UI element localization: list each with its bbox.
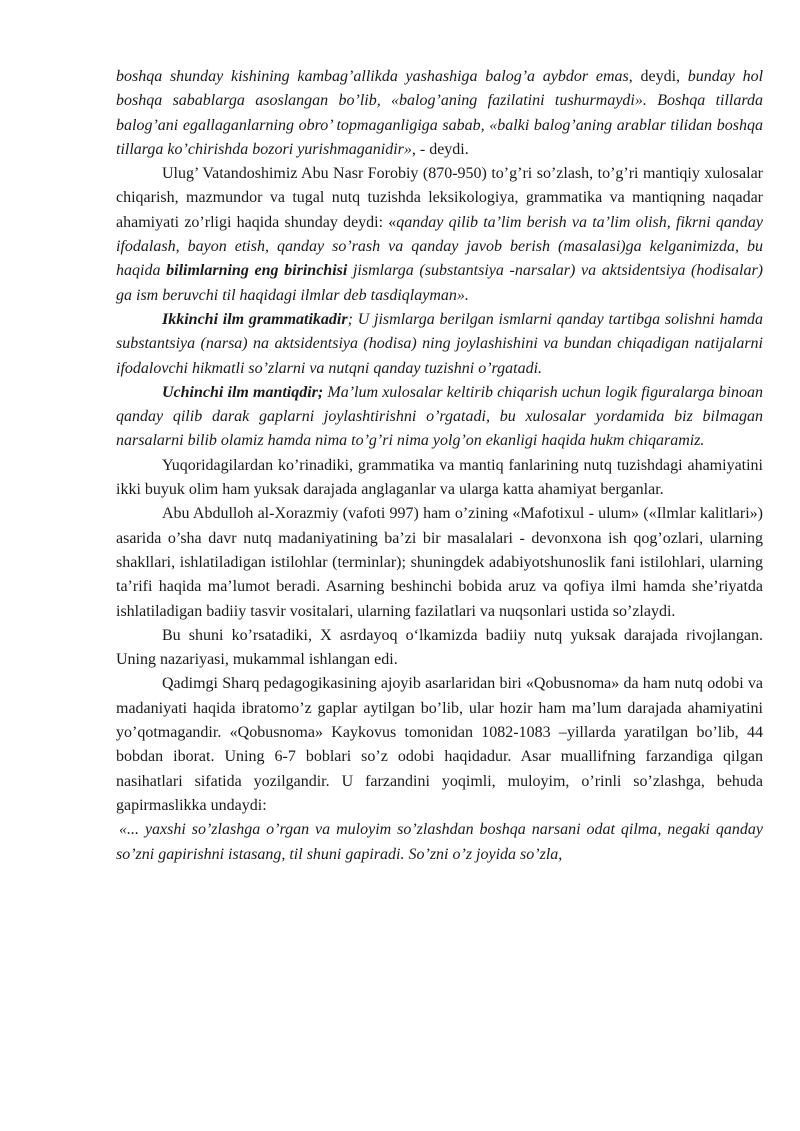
text-bold-italic: Uchinchi ilm mantiqdir; — [162, 383, 324, 401]
paragraph-3 — [116, 308, 763, 381]
text-italic: Ma’lum xulosalar keltirib chiqarish uchun logik figuralarga binoan qanday qilib darak gaplarni joylashtirishni o’rgatadi, bu xulosalar yordamida biz bilmagan narsalarni bilib olamiz hamda nima to’g’ri nima yolg’on ekanligi haqida hukm chiqaramiz. — [116, 383, 763, 450]
text-normal: Qadimgi Sharq pedagogikasining ajoyib asarlaridan biri «Qobusnoma» da ham nutq odobi va madaniyati haqida ibratomo’z gaplar aytilgan bo’lib, ular hozir ham ma’lum darajada ahamiyatini yo’qotmagandir. «Qobusnoma» Kaykovus tomonidan 1082-1083 –yillarda yaratilgan bo’lib, 44 bobdan iborat. Uning 6-7 boblari so’z odobi haqidadur. Asar muallifning farzandiga qilgan nasihatlari sifatida yozilgandir. U farzandini yoqimli, muloyim, o’rinli so’zlashga, behuda gapirmaslikka undaydi: — [116, 675, 763, 814]
text-normal: Bu shuni ko’rsatadiki, X asrdayoq o‘lkamizda badiiy nutq yuksak darajada rivojlangan. Uning nazariyasi, mukammal ishlangan edi. — [116, 626, 763, 669]
text-normal: , deydi, — [628, 68, 688, 85]
text-normal: - deydi. — [415, 140, 469, 158]
text-italic: qanday qilib ta’lim berish va ta’lim olish, fikrni qanday ifodalash, bayon etish, qanday so’rash va qanday javob berish (masalasi)ga kelganimizda, bu haqida — [116, 213, 763, 280]
text-italic: jismlarga (substantsiya -narsalar) va aktsidentsiya (hodisalar) ga ism beruvchi til haqidagi ilmlar deb tasdiqlayman». — [116, 262, 763, 304]
paragraph-6 — [116, 502, 763, 623]
text-normal: Abu Abdulloh al-Xorazmiy (vafoti 997) ham o’zining «Mafotixul - ulum» («Ilmlar kalitlari») asarida o’sha davr nutq madaniyatining ba’zi bir masalalari - devonxona ish qog’ozlari, ularning shakllari, ishlatiladigan istilohlar (terminlar); shuningdek adabiyotshunoslik fani istilohlari, ularning ta’rifi haqida ma’lumot beradi. Asarning beshinchi bobida aruz va qofiya ilmi hamda she’riyatda ishlatiladigan badiiy tasvir vositalari, ularning fazilatlari va nuqsonlari ustida so’zlaydi. — [116, 505, 763, 620]
text-italic: ; U jismlarga berilgan ismlarni qanday tartibga solishni hamda substantsiya (narsa) na aktsidentsiya (hodisa) ning joylashishini va bundan chiqadigan natijalarni ifodalovchi hikmatli so’zlarni va nutqni qanday tuzishni o’rgatadi. — [116, 310, 764, 377]
text-bold-italic: Ikkinchi ilm grammatikadir — [162, 310, 348, 328]
paragraph-7 — [116, 624, 763, 673]
text-italic: bunday hol boshqa sabablarga asoslangan bo’lib, «balog’aning fazilatini tushurmaydi». Boshqa tillarda balog’ani egallaganlarning obro’ topmaganligiga sabab, «balki balog’aning arablar tilidan boshqa tillarga ko’chirishda bozori yurishmaganidir», — [116, 68, 764, 158]
paragraph-1 — [116, 65, 763, 162]
quote-paragraph — [116, 818, 763, 867]
document-page — [116, 65, 763, 867]
text-italic: «... yaxshi so’zlashga o’rgan va muloyim so’zlashdan boshqa narsani odat qilma, negaki qanday so’zni gapirishni istasang, til shuni gapiradi. So’zni o’z joyida so’zla, — [116, 821, 763, 863]
paragraph-2 — [116, 162, 763, 308]
paragraph-4 — [116, 381, 763, 454]
paragraph-8 — [116, 672, 763, 818]
text-italic: boshqa shunday kishining kambag’allikda yashashiga balog’a aybdor emas — [116, 68, 629, 85]
text-normal: Yuqoridagilardan ko’rinadiki, grammatika va mantiq fanlarining nutq tuzishdagi ahamiyatini ikki buyuk olim ham yuksak darajada anglaganlar va ularga katta ahamiyat berganlar. — [116, 456, 763, 499]
text-normal: Ulug’ Vatandoshimiz Abu Nasr Forobiy (870-950) to’g’ri so’zlash, to’g’ri mantiqiy xulosalar chiqarish, mazmundor va tugal nutq tuzishda leksikologiya, grammatika va mantiqning naqadar ahamiyati zo’rligi haqida shunday deydi: « — [116, 165, 763, 231]
paragraph-5 — [116, 454, 763, 503]
text-bold-italic: bilimlarning eng birinchisi — [166, 262, 348, 280]
